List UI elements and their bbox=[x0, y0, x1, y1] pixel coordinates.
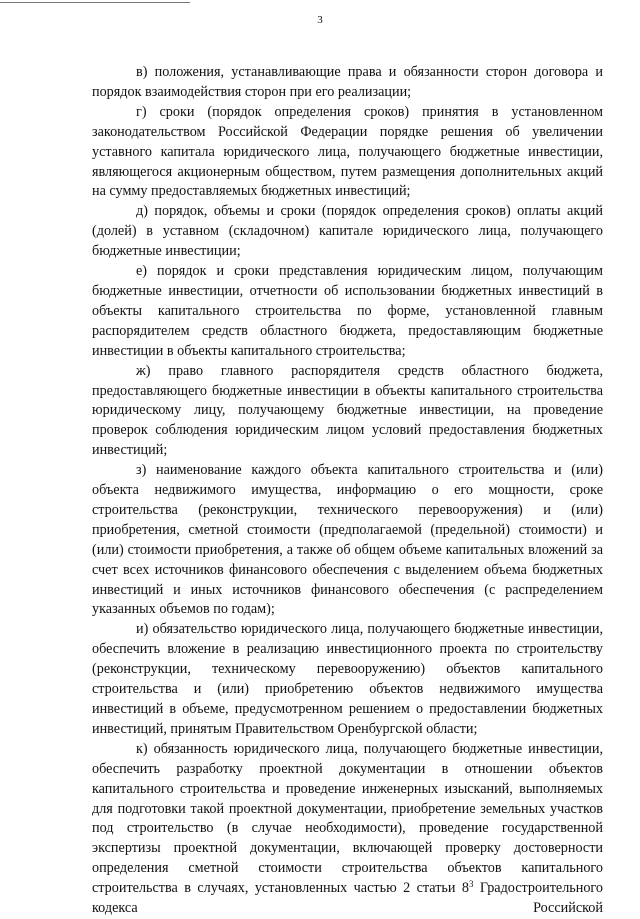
document-body bbox=[92, 63, 603, 919]
paragraph-e: е) порядок и сроки представления юридическим лицом, получающим бюджетные инвестиции, отчетности об использовании бюджетных инвестиций в объекты капитального строительства по форме, установленной главным распорядителем средств областного бюджета, предоставляющим бюджетные инвестиции в объекты капитального строительства; bbox=[92, 263, 603, 359]
paragraph-g: г) сроки (порядок определения сроков) принятия в установленном законодательством Российской Федерации порядке решения об увеличении уставного капитала юридического лица, получающего бюджетные инвестиции, являющегося акционерным обществом, путем размещения дополнительных акций на сумму предоставляемых бюджетных инвестиций; bbox=[92, 103, 603, 200]
paragraph-k-text: к) обязанность юридического лица, получающего бюджетные инвестиции, обеспечить разработку проектной документации в отношении объектов капитального строительства и проведение инженерных изысканий, выполняемых для подготовки такой проектной документации, приобретение земельных участков под строительство (в случае необходимости), проведение государственной экспертизы проектной документации, включающей проверку достоверности определения сметной стоимости строительства объектов капитального строительства в случаях, установленных частью 2 статьи 8 bbox=[92, 740, 603, 897]
paragraph-k-tail: Градостроительного кодекса Российской bbox=[92, 880, 603, 917]
paragraph-d: д) порядок, объемы и сроки (порядок определения сроков) оплаты акций (долей) в уставном (складочном) капитале юридического лица, получающего бюджетные инвестиции; bbox=[92, 203, 603, 260]
header-rule bbox=[0, 2, 190, 3]
paragraph-zh: ж) право главного распорядителя средств областного бюджета, предоставляющего бюджетные инвестиции в объекты капитального строительства юридическому лицу, получающему бюджетные инвестиции, на проведение проверок соблюдения юридическим лицом условий предоставления бюджетных инвестиций; bbox=[92, 362, 603, 459]
paragraph-i: и) обязательство юридического лица, получающего бюджетные инвестиции, обеспечить вложение в реализацию инвестиционного проекта по строительству (реконструкции, техническому перевооружению) объектов капитального строительства и (или) приобретению объектов недвижимого имущества инвестиций в объеме, предусмотренном решением о предоставлении бюджетных инвестиций, принятым Правительством Оренбургской области; bbox=[92, 621, 603, 737]
paragraph-v: в) положения, устанавливающие права и обязанности сторон договора и порядок взаимодействия сторон при его реализации; bbox=[92, 64, 603, 100]
article-superscript: 3 bbox=[468, 879, 474, 890]
paragraph-z: з) наименование каждого объекта капитального строительства и (или) объекта недвижимого имущества, информацию о его мощности, сроке строительства (реконструкции, технического перевооружения) и (или) приобретения, сметной стоимости (предполагаемой (предельной) стоимости) и (или) стоимости приобретения, а также об общем объеме капитальных вложений за счет всех источников финансового обеспечения с выделением объема бюджетных инвестиций и иных источников финансового обеспечения (с распределением указанных объемов по годам); bbox=[92, 462, 603, 618]
paragraph-k bbox=[92, 740, 603, 919]
page-number: 3 bbox=[317, 14, 323, 26]
